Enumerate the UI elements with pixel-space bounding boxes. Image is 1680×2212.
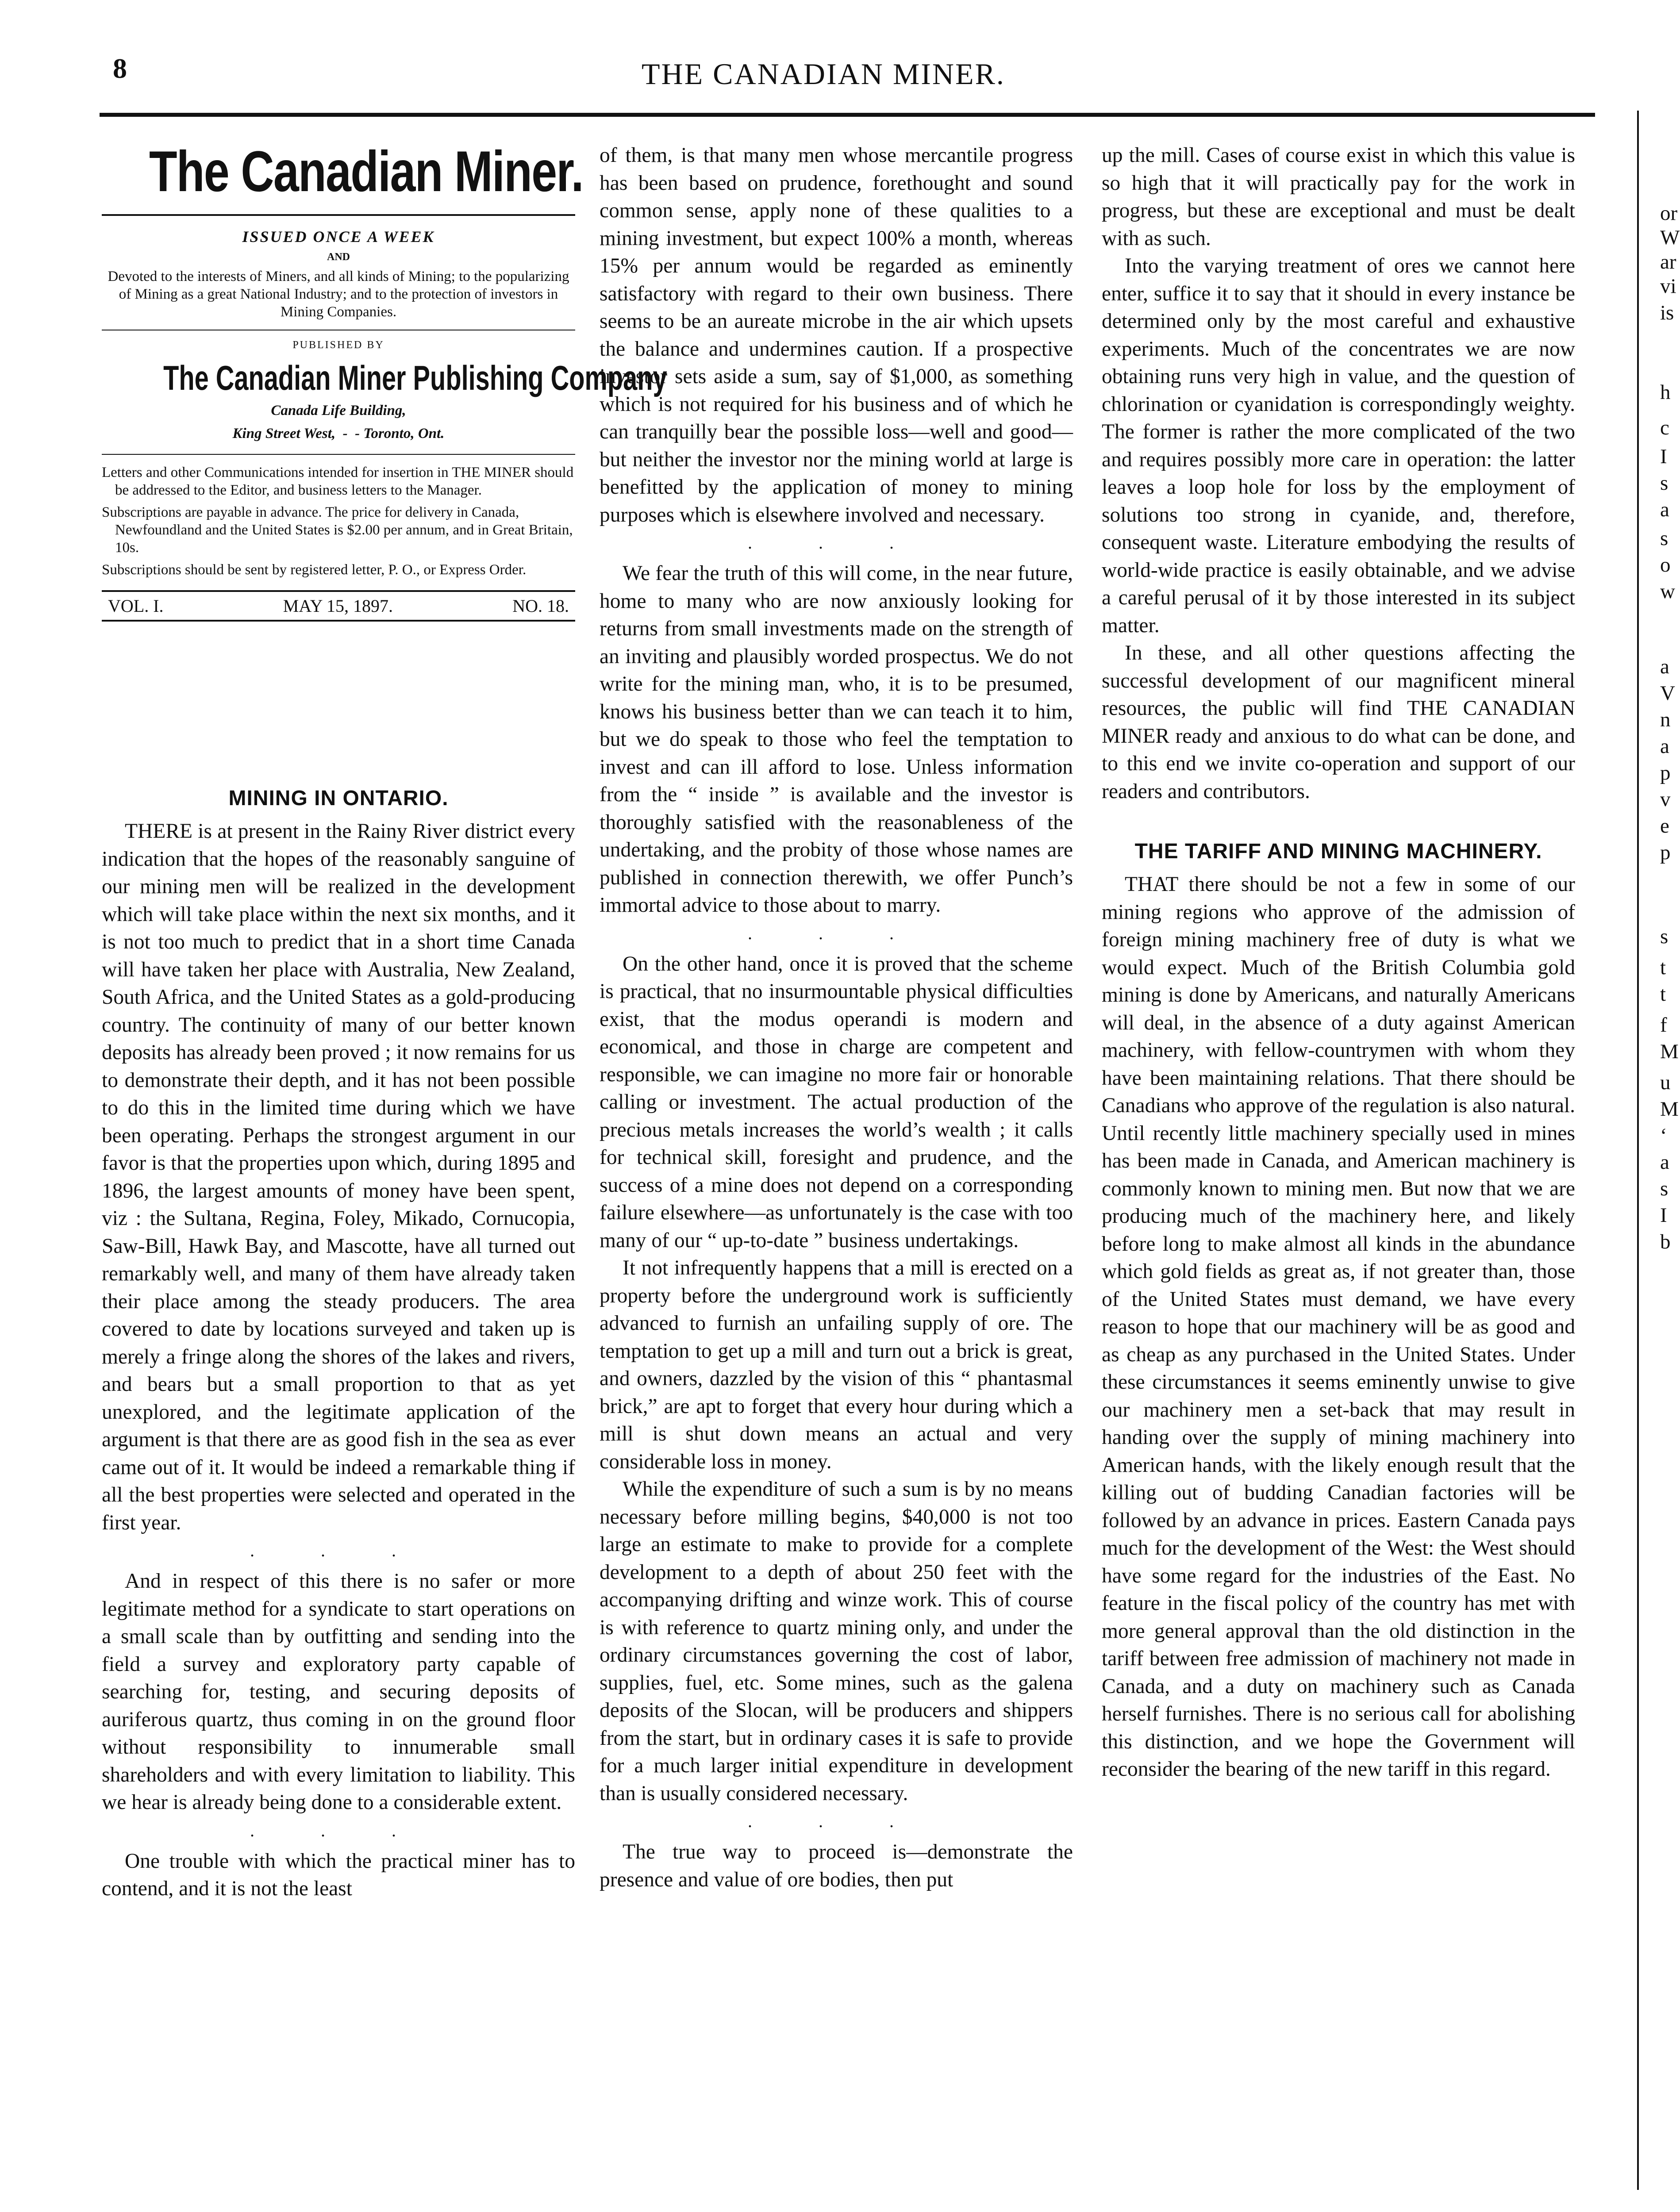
edge-fragment: c: [1660, 416, 1669, 439]
edge-fragment: p: [1660, 761, 1671, 784]
notice-subscriptions: Subscriptions are payable in advance. The price for delivery in Canada, Newfoundland and the United States is $2.00 per annum, and in Great Britain, 10s.: [102, 504, 573, 556]
and-line: AND: [327, 251, 350, 263]
masthead: [102, 138, 667, 622]
column-1: [102, 779, 575, 1903]
edge-fragment: s: [1660, 472, 1668, 495]
section-dots: . . .: [748, 533, 925, 553]
column-3: [1102, 142, 1575, 1783]
devoted-text: Devoted to the interests of Miners, and all kinds of Mining; to the popularizing of Mining as a great National Industry; and to the protection of investors in Mining Companies.: [108, 269, 569, 320]
published-by: PUBLISHED BY: [292, 339, 384, 351]
edge-fragment: I: [1660, 445, 1667, 468]
masthead-title: The Canadian Miner.: [149, 139, 583, 204]
article1-paragraph-1: THERE is at present in the Rainy River district every indication that the hopes of the reasonably sanguine of our mining men will be realized in the development which will take place within the next six months, and it is not too much to predict that in a short time Canada will have taken her place with Australia, New Zealand, South Africa, and the United States as a gold-producing country. The continuity of many of our better known deposits has already been proved ; it now remains for us to demonstrate their depth, and it has not been possible to do this in the limited time during which we have been operating. Perhaps the strongest argument in our favor is that the properties upon which, during 1895 and 1896, the largest amounts of money have been spent, viz : the Sultana, Regina, Foley, Mikado, Cornucopia, Saw-Bill, Hawk Bay, and Mascotte, have all turned out remarkably well, and many of them have already taken their place among the steady producers. The area covered to date by locations surveyed and taken up is merely a fringe along the shores of the lakes and rivers, and bears but a small proportion to that as yet unexplored, and the legitimate application of the argument is that there are as good fish in the sea as ever came out of it. It would be indeed a remarkable thing if all the best properties were selected and operated in the first year.: [102, 820, 575, 1534]
article1-paragraph-4: of them, is that many men whose mercantile progress has been based on prudence, forethought and sound common sense, apply none of these qualities to a mining investment, but expect 100% a month, whereas 15% per annum would be regarded as eminently satisfactory with regard to their own business. There seems to be an aureate microbe in the air which upsets the balance and undermines caution. If a prospective investor sets aside a sum, say of $1,000, as something which is not required for his business and of which he can tranquilly bear the possible loss—well and good—but neither the investor nor the mining world at large is benefitted by the application of money to mining purposes which is elsewhere involved and necessary.: [600, 144, 1073, 526]
edge-fragment: t: [1660, 983, 1666, 1006]
address-line-2: King Street West, - - Toronto, Ont.: [232, 426, 445, 442]
article1-paragraph-7: It not infrequently happens that a mill is erected on a property before the underground work is sufficiently advanced to furnish an unfailing supply of ore. The temptation to get up a mill and turn out a brick is great, and owners, dazzled by the vision of this “ phantasmal brick,” are apt to forget that every hour during which a mill is shut down means an actual and very considerable loss in money.: [600, 1256, 1073, 1473]
edge-fragment: a: [1660, 735, 1669, 758]
address-line-1: Canada Life Building,: [271, 403, 406, 419]
masthead-rule-3: [102, 454, 575, 455]
volume: VOL. I.: [108, 596, 164, 616]
article1-paragraph-10: up the mill. Cases of course exist in which this value is so high that it will practically pay for the work in progress, but these are exceptional and must be dealt with as such.: [1102, 144, 1575, 250]
article1-paragraph-6: On the other hand, once it is proved that the scheme is practical, that no insurmountable physical difficulties exist, that the modus operandi is modern and economical, and those in charge are competent and responsible, we can imagine no more fair or honorable calling or investment. The actual production of the precious metals increases the world’s wealth ; it calls for technical skill, foresight and prudence, and the success of a mine does not depend on a corresponding failure elsewhere—as unfortunately is the case with too many of our “ up-to-date ” business undertakings.: [600, 952, 1073, 1252]
article-heading-tariff: THE TARIFF AND MINING MACHINERY.: [1134, 840, 1542, 863]
article1-paragraph-9: The true way to proceed is—demonstrate the presence and value of ore bodies, then put: [600, 1840, 1073, 1891]
page-number: 8: [113, 53, 127, 84]
edge-fragment: n: [1660, 708, 1671, 731]
edge-fragment: f: [1660, 1014, 1667, 1037]
volume-line: [102, 590, 575, 622]
edge-fragment: is: [1660, 301, 1674, 324]
running-head: THE CANADIAN MINER.: [642, 57, 1005, 91]
article1-paragraph-3: One trouble with which the practical miner has to contend, and it is not the least: [102, 1849, 575, 1900]
edge-fragment: a: [1660, 1151, 1669, 1174]
column-2: [600, 142, 1073, 1893]
edge-fragment: o: [1660, 553, 1671, 576]
publisher-name: The Canadian Miner Publishing Company: [163, 358, 667, 397]
edge-fragment: vi: [1660, 275, 1676, 298]
edge-fragment: w: [1660, 580, 1675, 603]
column-divider: [1637, 111, 1639, 2190]
section-dots: . . .: [748, 923, 925, 943]
edge-fragment: a: [1660, 655, 1669, 678]
edge-fragment: t: [1660, 956, 1666, 979]
edge-fragment: v: [1660, 788, 1671, 811]
article1-paragraph-11: Into the varying treatment of ores we cannot here enter, suffice it to say that it should in every instance be determined only by the most careful and exhaustive experiments. Much of the concentrates we are now obtaining runs very high in value, and the question of chlorination or cyanidation is correspondingly weighty. The former is rather the more complicated of the two and requires possibly more care in operation: the latter leaves a loop hole for loss by the employment of solutions too strong in cyanide, and, therefore, consequent waste. Literature embodying the results of world-wide practice is easily obtainable, and we advise a careful perusal of it by those interested in its subject matter.: [1102, 254, 1575, 637]
edge-fragment: p: [1660, 841, 1671, 864]
edge-fragment: s: [1660, 1177, 1668, 1200]
section-dots: . . .: [748, 1811, 925, 1831]
section-dots: . . .: [250, 1820, 427, 1840]
notice-letters: Letters and other Communications intended for insertion in THE MINER should be addressed to the Editor, and business letters to the Manager.: [102, 465, 574, 498]
notice-payment: Subscriptions should be sent by registered letter, P. O., or Express Order.: [102, 562, 527, 578]
edge-fragment: M: [1660, 1098, 1679, 1121]
edge-fragment: M: [1660, 1040, 1679, 1063]
edge-fragment: h: [1660, 381, 1671, 404]
article-heading-mining-in-ontario: MINING IN ONTARIO.: [228, 787, 449, 810]
masthead-rule: [102, 214, 575, 216]
issue-number: NO. 18.: [512, 596, 569, 616]
section-dots: . . .: [250, 1540, 427, 1560]
issued-line: ISSUED ONCE A WEEK: [242, 228, 435, 246]
edge-fragment: b: [1660, 1230, 1671, 1253]
article2-paragraph-1: THAT there should be not a few in some of our mining regions who approve of the admission of foreign mining machinery free of duty is what we would expect. Much of the British Columbia gold mining is done by Americans, and naturally Americans will deal, in the absence of a duty against American machinery, with fellow-countrymen with whom they have been maintaining relations. That there should be Canadians who approve of the regulation is also natural. Until recently little machinery specially used in mines has been made in Canada, and American machinery is commonly known to mining men. But now that we are producing much of the machinery here, and likely before long to make almost all kinds in the abundance which gold fields as great as, if not greater than, those of the United States must demand, we have every reason to hope that our machinery will be as good and as cheap as any purchased in the United States. Under these circumstances it seems eminently unwise to give our machinery men a set-back that may result in handing over the supply of mining machinery into American hands, with the likely enough result that the killing out of budding Canadian factories will be followed by an advance in prices. Eastern Canada pays much for the development of the West: the West should have some regard for the industries of the East. No feature in the fiscal policy of the country has met with more general approval than the old distinction in the tariff between free admission of machinery not made in Canada, and a duty on machinery such as Canada herself furnishes. There is no serious call for abolishing this distinction, and we hope the Government will reconsider the bearing of the new tariff in this regard.: [1102, 873, 1575, 1781]
article1-paragraph-8: While the expenditure of such a sum is by no means necessary before milling begins, $40,000 is not too large an estimate to make to provide for a complete development to a depth of about 250 feet with the accompanying drifting and winze work. This of course is with reference to quartz mining only, and under the ordinary circumstances governing the cost of labor, supplies, fuel, etc. Some mines, such as the galena deposits of the Slocan, will be producers and shippers from the start, but in ordinary cases it is safe to provide for a much larger initial expenditure in development than is usually considered necessary.: [600, 1478, 1073, 1805]
edge-fragment: s: [1660, 527, 1668, 550]
edge-fragment: ‘: [1660, 1124, 1667, 1147]
article1-paragraph-2: And in respect of this there is no safer or more legitimate method for a syndicate to start operations on a small scale than by outfitting and sending into the field a survey and exploratory party capable of searching for, testing, and securing deposits of auriferous quartz, thus coming in on the ground floor without responsibility to innumerable small shareholders and with every limitation to liability. This we hear is already being done to a considerable extent.: [102, 1570, 575, 1814]
edge-fragment: e: [1660, 814, 1669, 837]
article1-paragraph-5: We fear the truth of this will come, in the near future, home to many who are now anxiously looking for returns from small investments made on the strength of an inviting and plausibly worded prospectus. We do not write for the mining man, who, it is to be presumed, knows his business better than we can teach it to him, but we do speak to those who feel the temptation to invest and can ill afford to lose. Unless information from the “ inside ” is available and the investor is thoroughly satisfied with the reasonableness of the undertaking, and the probity of those whose names are published in connection therewith, we offer Punch’s immortal advice to those about to marry.: [600, 562, 1073, 917]
issue-date: MAY 15, 1897.: [283, 596, 393, 616]
top-rule: [100, 113, 1595, 117]
article1-paragraph-12: In these, and all other questions affecting the successful development of our magnificent mineral resources, the public will find THE CANADIAN MINER ready and anxious to do what can be done, and to this end we invite co-operation and support of our readers and contributors.: [1102, 641, 1575, 803]
edge-fragment: s: [1660, 925, 1668, 948]
edge-fragment: a: [1660, 498, 1669, 521]
edge-fragment: V: [1660, 682, 1675, 705]
edge-fragment: ar: [1660, 250, 1676, 273]
edge-fragment: W: [1660, 226, 1680, 249]
edge-fragment: or: [1660, 202, 1678, 225]
edge-fragment: I: [1660, 1204, 1667, 1227]
edge-fragment: u: [1660, 1071, 1671, 1094]
